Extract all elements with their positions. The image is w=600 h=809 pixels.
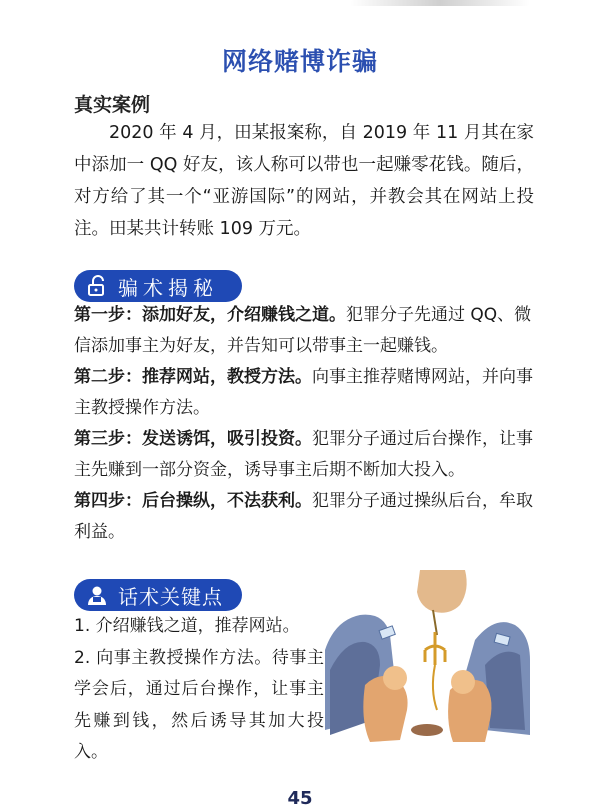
case-paragraph: 2020 年 4 月，田某报案称，自 2019 年 11 月其在家中添加一 QQ 好友，该人称可以带也一起赚零花钱。随后，对方给了其一个“亚游国际”的网站，并教会其在网站上投注。田某共计转账 109 万元。 [74, 123, 534, 239]
step-text: 犯罪分子先通过 QQ、微信添加事主为好友，并告知可以带事主一起赚钱。 [74, 305, 532, 356]
section-label: 话术关键点 [118, 584, 223, 609]
page-number: 45 [287, 788, 313, 809]
keyword-item: 2. 向事主教授操作方法。待事主学会后，通过后台操作，让事主先赚到钱，然后诱导其加大投入。 [74, 647, 324, 762]
page-title: 网络赌博诈骗 [221, 47, 378, 76]
step-text: 犯罪分子通过操纵后台，牟取利益。 [74, 491, 533, 542]
section-header-keywords [74, 579, 242, 611]
case-heading: 真实案例 [74, 94, 151, 116]
step-text: 犯罪分子通过后台操作，让事主先赚到一部分资金，诱导事主后期不断加大投入。 [74, 429, 533, 480]
step-item [74, 300, 534, 362]
step-bold: 第二步：推荐网站，教授方法。 [74, 367, 312, 387]
header-decoration [350, 0, 530, 6]
steps-list [74, 300, 534, 548]
section-label: 骗术揭秘 [118, 275, 218, 300]
person-icon [84, 582, 110, 608]
unlock-icon [84, 273, 110, 299]
step-item [74, 486, 534, 548]
keyword-item: 1. 介绍赚钱之道，推荐网站。 [74, 616, 300, 636]
case-body [74, 117, 534, 245]
step-bold: 第四步：后台操纵，不法获利。 [74, 491, 312, 511]
illustration-gambling-cartoon [325, 570, 530, 745]
step-bold: 第三步：发送诱饵，吸引投资。 [74, 429, 312, 449]
keywords-list [74, 611, 324, 769]
step-text: 向事主推荐赌博网站，并向事主教授操作方法。 [74, 367, 533, 418]
step-bold: 第一步：添加好友，介绍赚钱之道。 [74, 305, 346, 325]
section-header-reveal [74, 270, 242, 302]
step-item [74, 362, 534, 424]
step-item [74, 424, 534, 486]
